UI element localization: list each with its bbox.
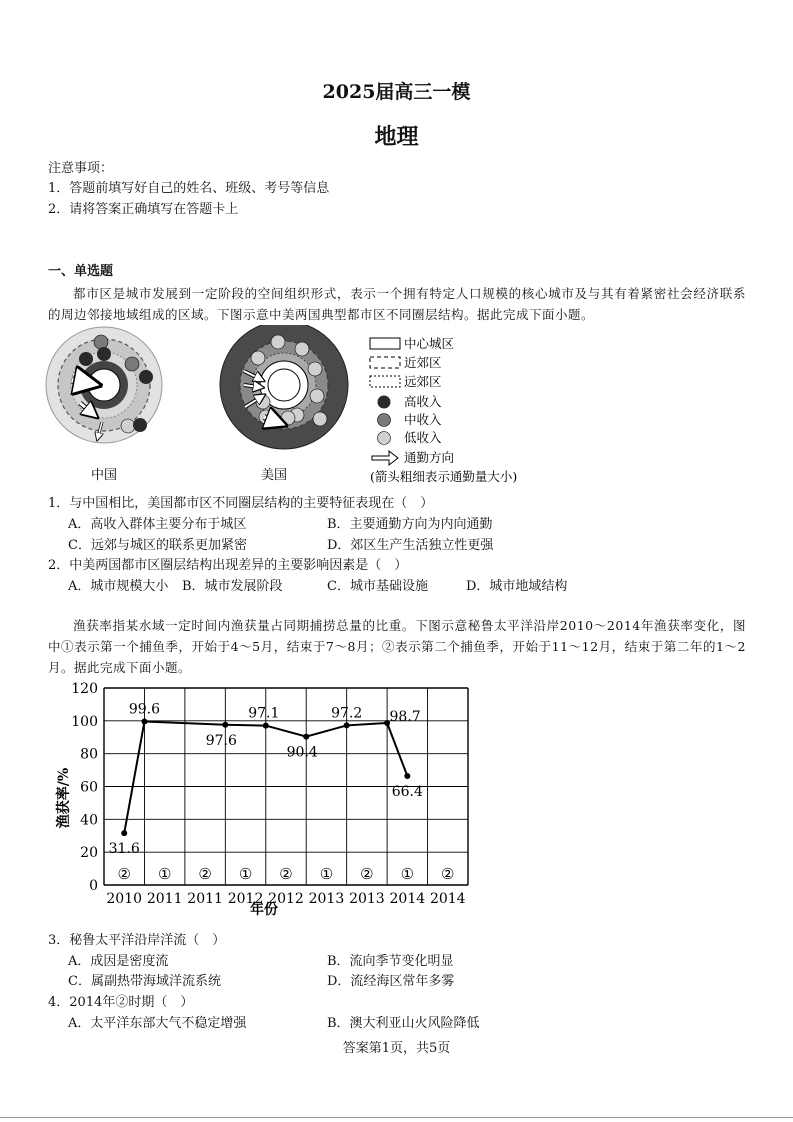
q2-option-d[interactable]: D．城市地域结构 xyxy=(466,579,568,594)
q1-option-c[interactable]: C．远郊与城区的联系更加紧密 xyxy=(68,538,247,553)
intro-paragraph-1: 都市区是城市发展到一定阶段的空间组织形式，表示一个拥有特定人口规模的核心城市及与其有着紧密社会经济联系的周边邻接地域组成的区域。下图示意中美两国典型都市区不同圈层结构。据此完成下面小题。 xyxy=(48,286,746,322)
question-1-stem: 1．与中国相比，美国都市区不同圈层结构的主要特征表现在（ ） xyxy=(48,496,434,511)
legend-label: 远郊区 xyxy=(404,374,442,389)
data-label: 97.1 xyxy=(248,705,280,722)
season-mark: ① xyxy=(238,865,253,883)
china-diagram xyxy=(46,327,162,443)
question-4-stem: 4．2014年②时期（ ） xyxy=(48,995,194,1010)
q1-option-b[interactable]: B．主要通勤方向为内向通勤 xyxy=(327,517,493,532)
x-tick-label: 2014 xyxy=(429,891,466,907)
usa-diagram xyxy=(220,325,348,449)
season-mark: ② xyxy=(117,865,131,883)
exam-title: 2025届高三一模 xyxy=(322,81,471,103)
intro-paragraph-2: 渔获率指某水域一定时间内渔获量占同期捕捞总量的比重。下图示意秘鲁太平洋沿岸2010～2014年渔获率变化，图中①表示第一个捕鱼季，开始于4～5月，结束于7～8月；②表示第二个捕鱼季，开始于11～12月，结束于第二年的1～2月。据此完成下面小题。 xyxy=(48,618,746,675)
y-tick-label: 0 xyxy=(89,878,98,894)
question-2-stem: 2．中美两国都市区圈层结构出现差异的主要影响因素是（ ） xyxy=(48,558,408,573)
season-mark: ② xyxy=(198,865,212,883)
q1-option-a[interactable]: A．高收入群体主要分布于城区 xyxy=(68,517,247,532)
data-point xyxy=(344,722,350,728)
metro-structure-figure xyxy=(44,325,544,490)
y-axis-label: 渔获率/% xyxy=(56,767,72,829)
y-tick-label: 40 xyxy=(80,812,98,829)
page-footer: 答案第1页，共5页 xyxy=(342,1041,451,1056)
data-label: 97.2 xyxy=(331,705,363,722)
bottom-divider xyxy=(0,1117,793,1118)
x-tick-label: 2011 xyxy=(187,891,223,907)
legend-note: (箭头粗细表示通勤量大小) xyxy=(370,469,518,484)
season-mark: ① xyxy=(400,865,415,883)
x-tick-label: 2010 xyxy=(106,891,143,907)
china-label: 中国 xyxy=(90,468,118,483)
data-point xyxy=(222,722,228,728)
data-label: 90.4 xyxy=(286,744,318,761)
season-mark: ② xyxy=(360,865,374,883)
x-tick-label: 2013 xyxy=(308,891,345,907)
q2-option-b[interactable]: B．城市发展阶段 xyxy=(182,579,283,594)
x-tick-label: 2013 xyxy=(349,891,385,907)
legend-label: 低收入 xyxy=(404,430,442,445)
x-tick-label: 2012 xyxy=(268,891,304,907)
data-label: 97.6 xyxy=(205,732,237,749)
x-tick-label: 2014 xyxy=(389,891,426,907)
fish-catch-rate-chart xyxy=(44,678,484,923)
y-tick-label: 100 xyxy=(71,713,98,730)
data-label: 31.6 xyxy=(108,841,140,858)
data-point xyxy=(141,718,147,724)
legend-label: 中心城区 xyxy=(404,336,455,351)
legend-label: 高收入 xyxy=(404,394,442,409)
figure-legend xyxy=(370,336,454,465)
section-heading: 一、单选题 xyxy=(48,264,114,279)
x-tick-label: 2012 xyxy=(227,891,264,907)
q3-option-d[interactable]: D．流经海区常年多雾 xyxy=(327,974,455,989)
notice-heading: 注意事项： xyxy=(48,161,114,176)
x-tick-label: 2011 xyxy=(146,891,183,907)
legend-label: 近郊区 xyxy=(404,355,442,370)
data-label: 99.6 xyxy=(128,701,161,718)
y-tick-label: 60 xyxy=(80,779,98,796)
usa-label: 美国 xyxy=(260,468,288,483)
season-mark: ② xyxy=(441,865,455,883)
question-3-stem: 3．秘鲁太平洋沿岸洋流（ ） xyxy=(48,933,226,948)
q3-option-c[interactable]: C．属副热带海域洋流系统 xyxy=(68,974,221,989)
data-label: 66.4 xyxy=(391,783,423,800)
season-mark: ① xyxy=(319,865,334,883)
data-label: 98.7 xyxy=(389,708,421,725)
notice-item: 1．答题前填写好自己的姓名、班级、考号等信息 xyxy=(48,181,330,196)
q1-option-d[interactable]: D．郊区生产生活独立性更强 xyxy=(327,538,494,553)
q3-option-a[interactable]: A．成因是密度流 xyxy=(68,954,169,969)
y-tick-label: 80 xyxy=(80,746,98,763)
q3-option-b[interactable]: B．流向季节变化明显 xyxy=(327,954,454,969)
q2-option-c[interactable]: C．城市基础设施 xyxy=(327,579,428,594)
season-mark: ① xyxy=(157,865,172,883)
legend-label: 中收入 xyxy=(404,412,442,427)
data-point xyxy=(263,723,269,729)
x-axis-label: 年份 xyxy=(250,902,278,918)
q2-option-a[interactable]: A．城市规模大小 xyxy=(68,579,169,594)
data-point xyxy=(404,773,410,779)
data-point xyxy=(121,830,127,836)
data-point xyxy=(303,734,309,740)
y-tick-label: 120 xyxy=(71,681,98,697)
q4-option-b[interactable]: B．澳大利亚山火风险降低 xyxy=(327,1016,480,1031)
q4-option-a[interactable]: A．太平洋东部大气不稳定增强 xyxy=(68,1016,247,1031)
season-mark: ② xyxy=(279,865,293,883)
legend-label: 通勤方向 xyxy=(404,450,455,465)
subject-title: 地理 xyxy=(374,124,419,150)
notice-item: 2．请将答案正确填写在答题卡上 xyxy=(48,202,239,217)
y-tick-label: 20 xyxy=(80,845,98,862)
